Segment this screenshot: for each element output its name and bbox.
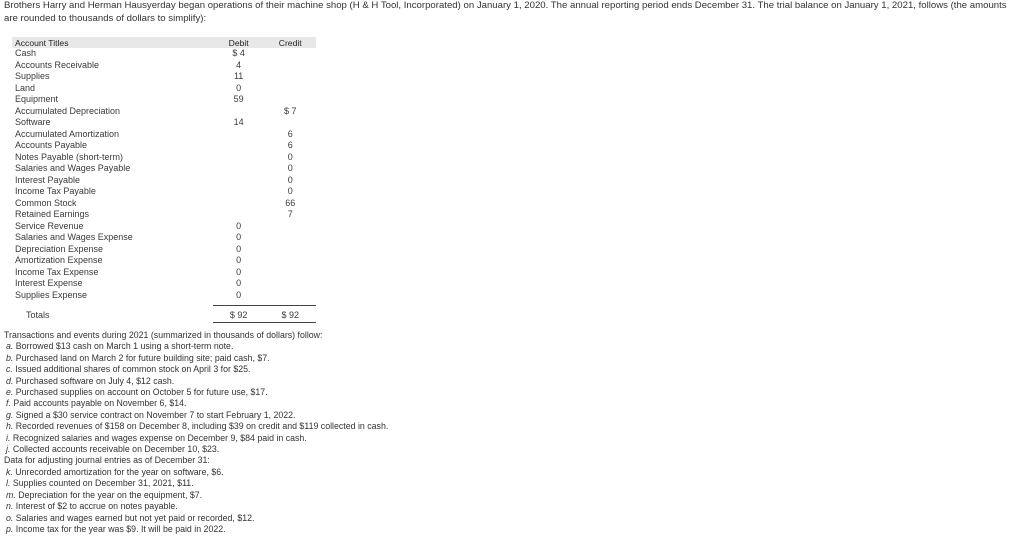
account-cell: Service Revenue — [15, 220, 84, 231]
credit-cell — [264, 244, 316, 256]
item-label: e. — [6, 387, 14, 398]
item-label: n. — [6, 501, 14, 512]
item-label: j. — [6, 444, 11, 455]
credit-cell — [264, 290, 316, 302]
item-label: c. — [6, 364, 13, 375]
header-debit: Debit — [213, 37, 265, 48]
account-cell: Equipment — [15, 94, 59, 104]
debit-cell — [213, 152, 265, 164]
adjusting-intro: Data for adjusting journal entries as of December 31: — [4, 455, 210, 466]
item-text: Issued additional shares of common stock on April 3 for $25. — [15, 364, 251, 375]
item-label: f. — [6, 398, 11, 409]
debit-cell — [213, 129, 265, 141]
debit-cell: 14 — [233, 117, 244, 127]
account-cell: Amortization Expense — [15, 255, 103, 265]
debit-cell: 0 — [236, 255, 242, 265]
list-item — [4, 387, 904, 398]
totals-credit: $ 92 — [264, 306, 316, 323]
item-text: Unrecorded amortization for the year on software, $6. — [15, 466, 224, 477]
item-text: Purchased software on July 4, $12 cash. — [15, 375, 175, 386]
item-label: p. — [6, 523, 14, 534]
credit-cell: 66 — [285, 197, 296, 208]
item-label: k. — [6, 466, 13, 477]
account-cell: Retained Earnings — [15, 209, 90, 219]
item-label: h. — [6, 421, 14, 432]
item-text: Recorded revenues of $158 on December 8, including $39 on credit and $119 collected in cash. — [15, 421, 389, 432]
account-cell: Accounts Payable — [15, 140, 88, 150]
totals-debit: $ 92 — [213, 306, 265, 323]
account-cell: Cash — [15, 48, 37, 58]
item-label: g. — [6, 409, 14, 420]
account-cell: Salaries and Wages Payable — [15, 163, 131, 173]
item-label: b. — [6, 352, 14, 363]
item-text: Income tax for the year was $9. It will be paid in 2022. — [15, 523, 226, 534]
item-text: Collected accounts receivable on December 10, $23. — [12, 444, 220, 455]
account-cell: Supplies — [15, 71, 50, 81]
list-item — [4, 421, 904, 432]
debit-cell: 0 — [236, 82, 242, 93]
debit-cell: 59 — [233, 94, 244, 104]
account-cell: Depreciation Expense — [15, 243, 104, 254]
account-cell: Accumulated Depreciation — [15, 105, 121, 116]
credit-cell: 6 — [287, 128, 293, 139]
transactions-section — [4, 330, 904, 535]
totals-label: Totals — [26, 310, 50, 321]
account-cell: Land — [15, 82, 36, 93]
item-text: Paid accounts payable on November 6, $14. — [13, 398, 187, 409]
item-label: m. — [6, 489, 16, 500]
debit-cell: 0 — [236, 232, 242, 242]
table-row — [12, 198, 316, 210]
item-label: d. — [6, 375, 14, 386]
table-row — [12, 221, 316, 233]
item-text: Purchased land on March 2 for future building site; paid cash, $7. — [15, 352, 270, 363]
adjustments-list — [4, 467, 904, 535]
debit-cell — [213, 209, 265, 221]
account-cell: Interest Payable — [15, 174, 81, 185]
table-header-row — [12, 37, 316, 48]
credit-cell — [264, 255, 316, 267]
credit-cell: 7 — [287, 209, 293, 219]
item-label: l. — [6, 478, 11, 489]
item-label: o. — [6, 512, 14, 523]
item-text: Borrowed $13 cash on March 1 using a short-term note. — [15, 341, 234, 352]
list-item — [4, 513, 904, 524]
table-row — [12, 209, 316, 221]
list-item — [4, 376, 904, 387]
table-row — [12, 278, 316, 290]
account-cell: Software — [15, 117, 51, 127]
account-cell: Notes Payable (short-term) — [15, 151, 124, 162]
debit-cell: $ 4 — [232, 48, 245, 58]
list-item — [4, 524, 904, 535]
table-row — [12, 60, 316, 72]
account-cell: Interest Expense — [15, 278, 83, 288]
table-row — [12, 163, 316, 175]
table-row — [12, 83, 316, 95]
credit-cell — [264, 221, 316, 233]
totals-row — [12, 306, 316, 323]
table-row — [12, 232, 316, 244]
table-row — [12, 255, 316, 267]
table-row — [12, 48, 316, 60]
table-row — [12, 244, 316, 256]
list-item — [4, 478, 904, 489]
table-row — [12, 152, 316, 164]
credit-cell: 0 — [287, 186, 293, 196]
table-row — [12, 290, 316, 302]
account-cell: Income Tax Expense — [15, 266, 99, 277]
debit-cell: 0 — [236, 278, 242, 288]
debit-cell: 0 — [236, 243, 242, 254]
item-text: Purchased supplies on account on October 5 for future use, $17. — [15, 387, 268, 398]
debit-cell — [213, 163, 265, 175]
credit-cell — [264, 117, 316, 129]
item-label: i. — [6, 432, 11, 443]
transactions-intro: Transactions and events during 2021 (summarized in thousands of dollars) follow: — [4, 330, 323, 340]
intro-paragraph: Brothers Harry and Herman Hausyerday began operations of their machine shop (H & H Tool, Incorporated) on January 1, 2020. The annual reporting period ends December 31. The trial balance on January 1, 2021, follows (the amounts are rounded to thousands of dollars to simplify): — [4, 0, 1007, 24]
debit-cell — [213, 140, 265, 152]
account-cell: Salaries and Wages Expense — [15, 232, 133, 242]
credit-cell — [264, 267, 316, 279]
debit-cell: 0 — [236, 220, 242, 231]
list-item — [4, 398, 904, 409]
credit-cell — [264, 48, 316, 60]
debit-cell — [213, 198, 265, 210]
account-cell: Supplies Expense — [15, 289, 88, 300]
debit-cell: 0 — [236, 266, 242, 277]
account-cell: Accounts Receivable — [15, 59, 100, 70]
list-item — [4, 444, 904, 455]
transactions-list — [4, 341, 904, 455]
credit-cell: 0 — [287, 151, 293, 162]
credit-cell — [264, 83, 316, 95]
table-row — [12, 71, 316, 83]
account-cell: Common Stock — [15, 197, 77, 208]
item-text: Interest of $2 to accrue on notes payable. — [15, 501, 178, 512]
list-item — [4, 467, 904, 478]
credit-cell: 6 — [287, 140, 293, 150]
credit-cell: 0 — [287, 163, 293, 173]
table-row — [12, 129, 316, 141]
credit-cell — [264, 278, 316, 290]
list-item — [4, 353, 904, 364]
debit-cell: 0 — [236, 289, 242, 300]
table-row — [12, 106, 316, 118]
item-text: Depreciation for the year on the equipment, $7. — [18, 489, 203, 500]
debit-cell — [213, 175, 265, 187]
debit-cell: 11 — [233, 71, 244, 81]
table-row — [12, 94, 316, 106]
credit-cell — [264, 232, 316, 244]
item-text: Salaries and wages earned but not yet paid or recorded, $12. — [15, 512, 255, 523]
table-row — [12, 175, 316, 187]
list-item — [4, 433, 904, 444]
list-item — [4, 501, 904, 512]
item-text: Supplies counted on December 31, 2021, $11. — [12, 478, 194, 489]
credit-cell: $ 7 — [283, 105, 297, 116]
credit-cell — [264, 71, 316, 83]
account-cell: Income Tax Payable — [15, 186, 96, 196]
list-item — [4, 364, 904, 375]
account-cell: Accumulated Amortization — [15, 128, 120, 139]
table-row — [12, 186, 316, 198]
header-credit: Credit — [264, 37, 316, 48]
item-label: a. — [6, 341, 14, 352]
table-row — [12, 267, 316, 279]
credit-cell — [264, 94, 316, 106]
table-row — [12, 140, 316, 152]
list-item — [4, 410, 904, 421]
item-text: Signed a $30 service contract on November 7 to start February 1, 2022. — [15, 409, 296, 420]
debit-cell: 4 — [236, 59, 242, 70]
credit-cell: 0 — [287, 174, 293, 185]
table-row — [12, 117, 316, 129]
list-item — [4, 341, 904, 352]
header-account-titles: Account Titles — [12, 37, 213, 48]
item-text: Recognized salaries and wages expense on December 9, $84 paid in cash. — [12, 432, 307, 443]
credit-cell — [264, 60, 316, 72]
list-item — [4, 490, 904, 501]
trial-balance-table — [12, 37, 316, 323]
debit-cell — [213, 106, 265, 118]
debit-cell — [213, 186, 265, 198]
